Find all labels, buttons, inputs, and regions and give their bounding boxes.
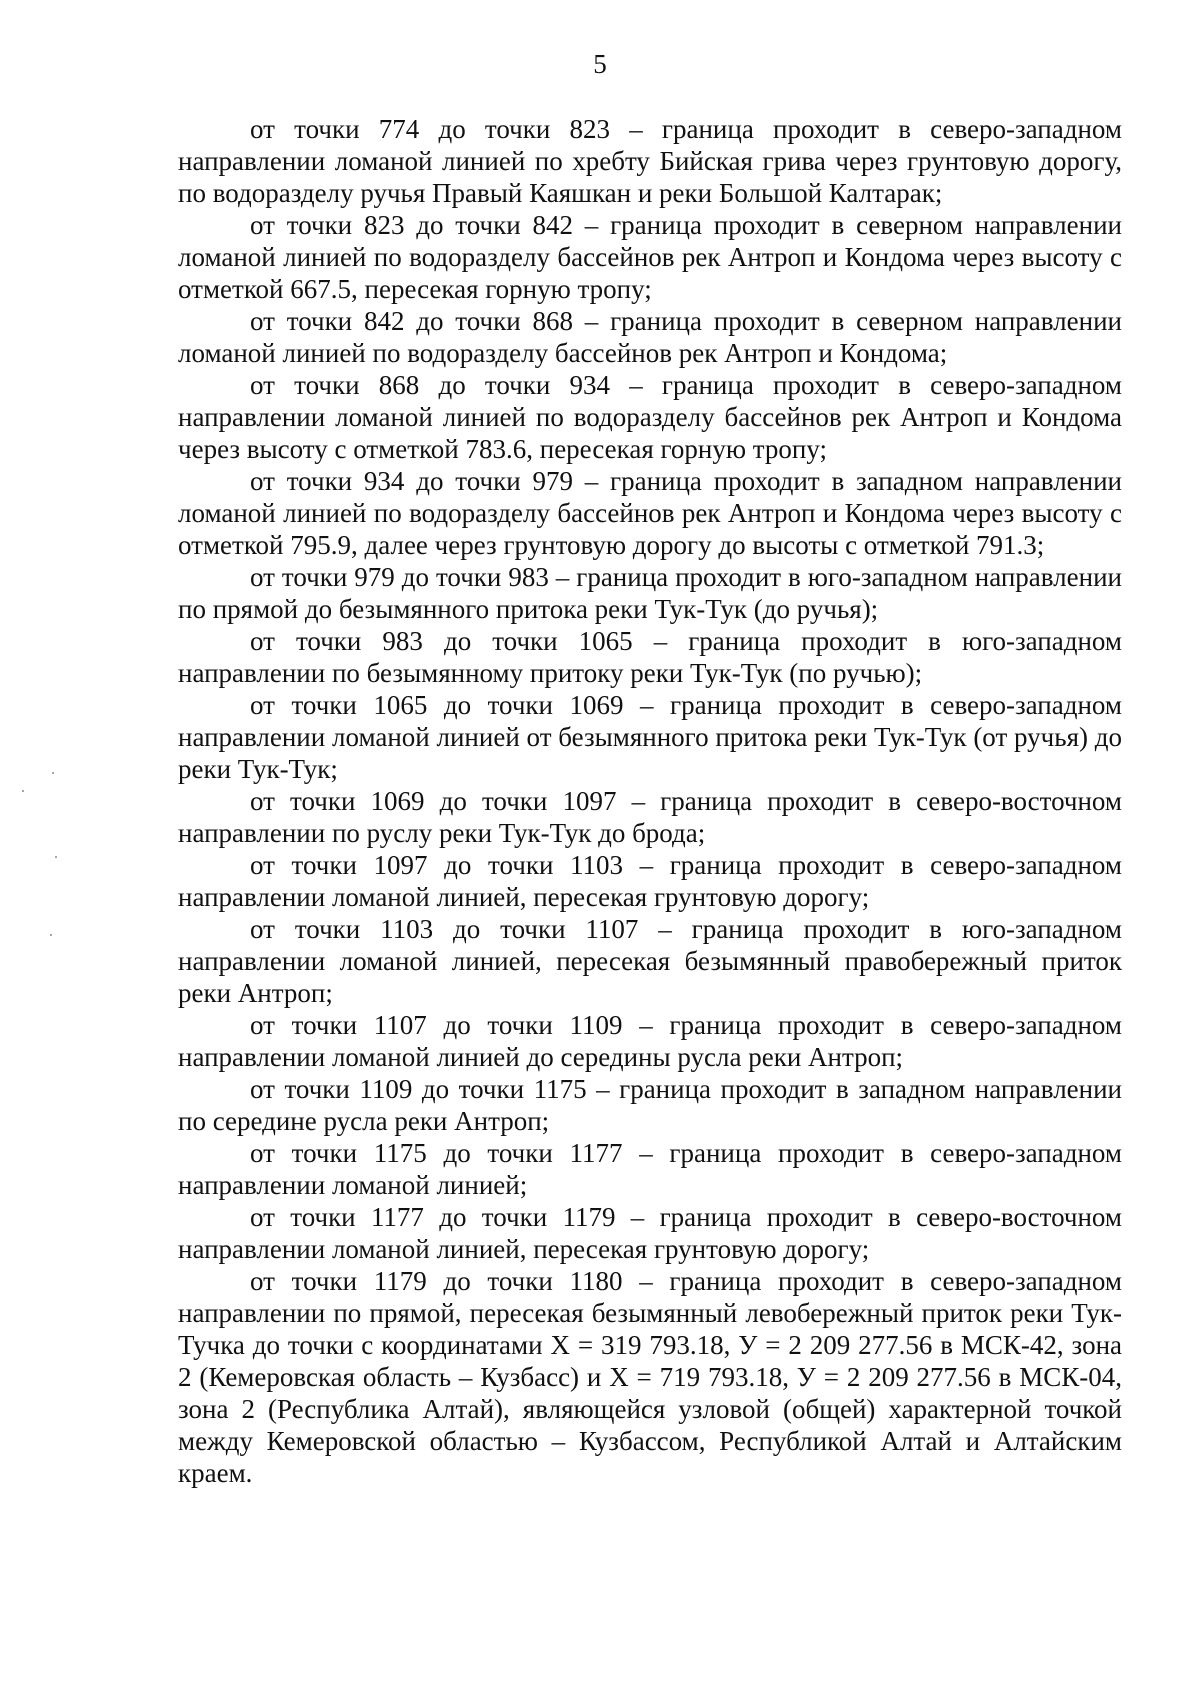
boundary-paragraph: от точки 983 до точки 1065 – граница проходит в юго-западном направлении по безымянному притоку реки Тук-Тук (по ручью); (178, 626, 1122, 688)
scan-speck (22, 790, 24, 792)
boundary-paragraph: от точки 1179 до точки 1180 – граница проходит в северо-западном направлении по прямой, пересекая безымянный левобережный приток реки Тук-Тучка до точки с координатами X = 319 793.18, У = 2 209 277.56 в МСК-42, зона 2 (Кемеровская область – Кузбасс) и X = 719 793.18, У = 2 209 277.56 в МСК-04, зона 2 (Республика Алтай), являющейся узловой (общей) характерной точкой между Кемеровской областью – Кузбассом, Республикой Алтай и Алтайским краем. (178, 1266, 1122, 1488)
boundary-paragraph: от точки 1177 до точки 1179 – граница проходит в северо-восточном направлении ломаной линией, пересекая грунтовую дорогу; (178, 1202, 1122, 1264)
boundary-paragraph: от точки 1107 до точки 1109 – граница проходит в северо-западном направлении ломаной линией до середины русла реки Антроп; (178, 1010, 1122, 1072)
page-number: 5 (593, 49, 607, 79)
boundary-paragraph: от точки 1097 до точки 1103 – граница проходит в северо-западном направлении ломаной линией, пересекая грунтовую дорогу; (178, 850, 1122, 912)
scan-speck (50, 934, 52, 936)
scan-speck (52, 772, 54, 774)
boundary-paragraph: от точки 1103 до точки 1107 – граница проходит в юго-западном направлении ломаной линией, пересекая безымянный правобережный приток реки Антроп; (178, 914, 1122, 1008)
document-body (178, 113, 1122, 1489)
boundary-paragraph: от точки 1069 до точки 1097 – граница проходит в северо-восточном направлении по руслу реки Тук-Тук до брода; (178, 786, 1122, 848)
boundary-paragraph: от точки 934 до точки 979 – граница проходит в западном направлении ломаной линией по водоразделу бассейнов рек Антроп и Кондома через высоту с отметкой 795.9, далее через грунтовую дорогу до высоты с отметкой 791.3; (178, 466, 1122, 560)
boundary-paragraph: от точки 842 до точки 868 – граница проходит в северном направлении ломаной линией по водоразделу бассейнов рек Антроп и Кондома; (178, 306, 1122, 368)
boundary-paragraph: от точки 774 до точки 823 – граница проходит в северо-западном направлении ломаной линией по хребту Бийская грива через грунтовую дорогу, по водоразделу ручья Правый Каяшкан и реки Большой Калтарак; (178, 114, 1122, 208)
boundary-paragraph: от точки 1109 до точки 1175 – граница проходит в западном направлении по середине русла реки Антроп; (178, 1074, 1122, 1136)
boundary-paragraph: от точки 1065 до точки 1069 – граница проходит в северо-западном направлении ломаной линией от безымянного притока реки Тук-Тук (от ручья) до реки Тук-Тук; (178, 690, 1122, 784)
boundary-paragraph: от точки 868 до точки 934 – граница проходит в северо-западном направлении ломаной линией по водоразделу бассейнов рек Антроп и Кондома через высоту с отметкой 783.6, пересекая горную тропу; (178, 370, 1122, 464)
boundary-paragraph: от точки 1175 до точки 1177 – граница проходит в северо-западном направлении ломаной линией; (178, 1138, 1122, 1200)
boundary-paragraph: от точки 823 до точки 842 – граница проходит в северном направлении ломаной линией по водоразделу бассейнов рек Антроп и Кондома через высоту с отметкой 667.5, пересекая горную тропу; (178, 210, 1122, 304)
boundary-paragraph: от точки 979 до точки 983 – граница проходит в юго-западном направлении по прямой до безымянного притока реки Тук-Тук (до ручья); (178, 562, 1122, 624)
scan-speck (55, 856, 57, 858)
